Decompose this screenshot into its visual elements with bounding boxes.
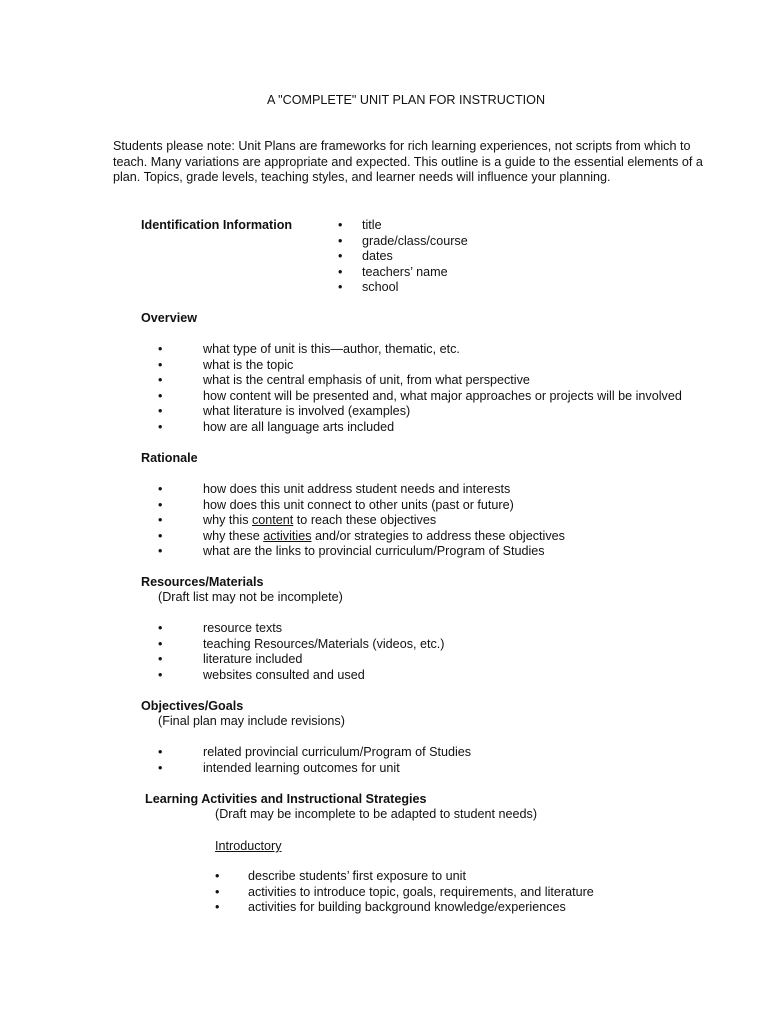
learning-note: (Draft may be incomplete to be adapted to student needs) bbox=[215, 807, 538, 821]
learning-heading: Learning Activities and Instructional Strategies bbox=[145, 792, 427, 806]
objectives-note: (Final plan may include revisions) bbox=[158, 714, 345, 728]
objectives-heading: Objectives/Goals bbox=[141, 699, 244, 713]
resources-note: (Draft list may not be incomplete) bbox=[158, 590, 343, 604]
identification-heading: Identification Information bbox=[141, 218, 293, 232]
rationale-heading: Rationale bbox=[141, 451, 198, 465]
overview-heading: Overview bbox=[141, 311, 198, 325]
introductory-subheading: Introductory bbox=[215, 839, 282, 853]
resources-heading: Resources/Materials bbox=[141, 575, 264, 589]
intro-paragraph: Students please note: Unit Plans are frameworks for rich learning experiences, not scripts from which to teach. Many variations are appropriate and expected. This outline is a guide to the essential elements of a plan. Topics, grade levels, teaching styles, and learner needs will influence your planning. bbox=[113, 139, 703, 184]
document-title: A "COMPLETE" UNIT PLAN FOR INSTRUCTION bbox=[266, 93, 546, 107]
